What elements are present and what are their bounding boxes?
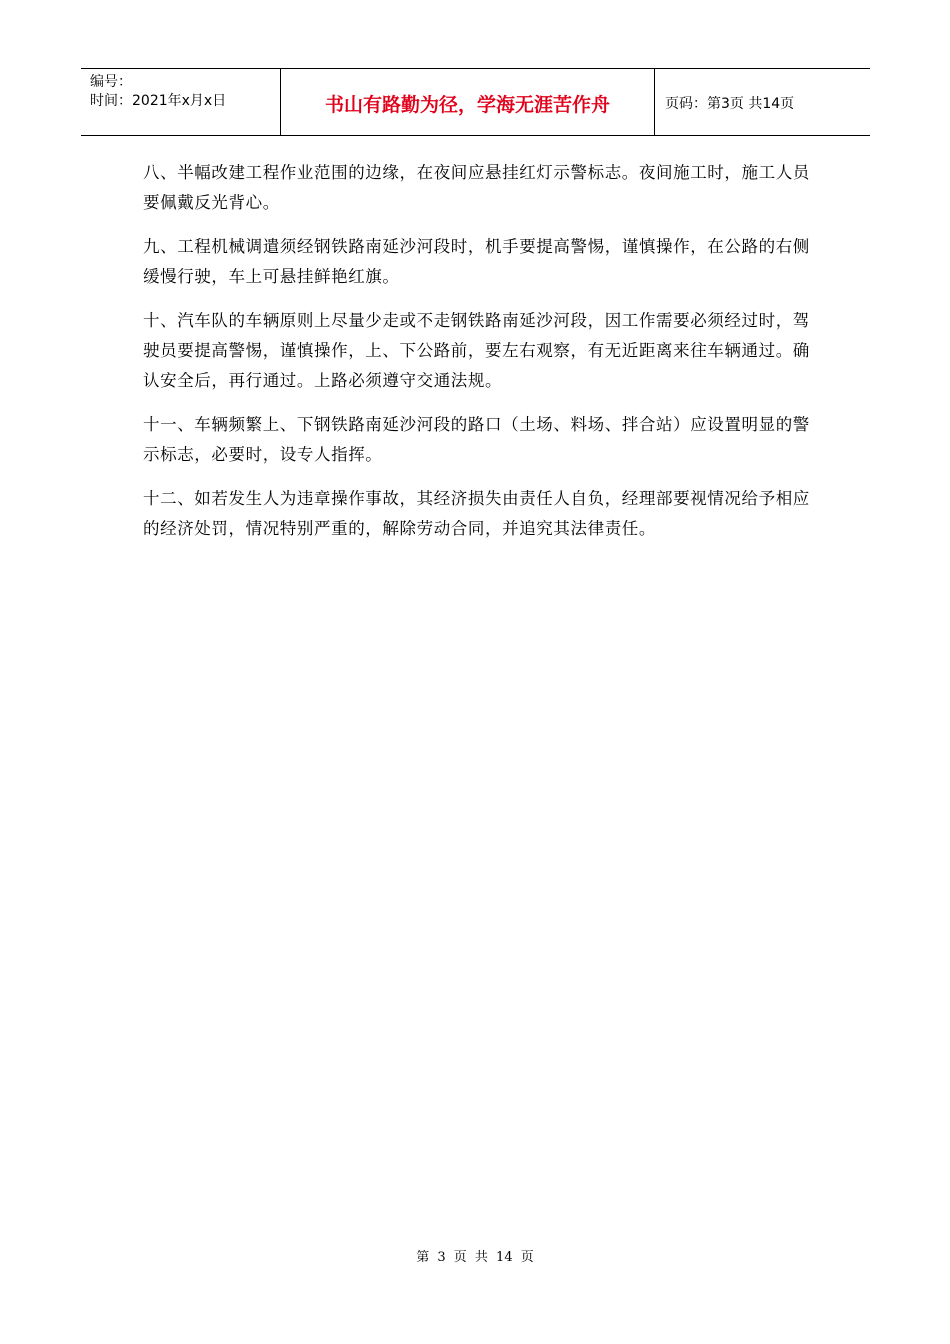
paragraph-item-8: 八、半幅改建工程作业范围的边缘，在夜间应悬挂红灯示警标志。夜间施工时，施工人员要佩戴反光背心。	[143, 163, 810, 212]
header-motto: 书山有路勤为径，学海无涯苦作舟	[281, 69, 655, 135]
page-header	[81, 68, 870, 136]
paragraph-item-9: 九、工程机械调遣须经钢铁路南延沙河段时，机手要提高警惕，谨慎操作，在公路的右侧缓慢行驶，车上可悬挂鲜艳红旗。	[143, 237, 810, 286]
document-number-label: 编号：	[90, 74, 132, 90]
paragraph-item-12: 十二、如若发生人为违章操作事故，其经济损失由责任人自负，经理部要视情况给予相应的经济处罚，情况特别严重的，解除劳动合同，并追究其法律责任。	[143, 489, 810, 538]
header-page-info: 页码：第3页 共14页	[665, 96, 795, 112]
paragraph-item-11: 十一、车辆频繁上、下钢铁路南延沙河段的路口（土场、料场、拌合站）应设置明显的警示标志，必要时，设专人指挥。	[143, 415, 810, 464]
document-body	[143, 158, 813, 558]
paragraph-item-10: 十、汽车队的车辆原则上尽量少走或不走钢铁路南延沙河段，因工作需要必须经过时，驾驶员要提高警惕，谨慎操作，上、下公路前，要左右观察，有无近距离来往车辆通过。确认安全后，再行通过。上路必须遵守交通法规。	[143, 311, 810, 390]
page-footer: 第 3 页 共 14 页	[416, 1250, 534, 1265]
header-meta	[81, 69, 281, 135]
document-date: 时间：2021年x月x日	[90, 93, 227, 109]
